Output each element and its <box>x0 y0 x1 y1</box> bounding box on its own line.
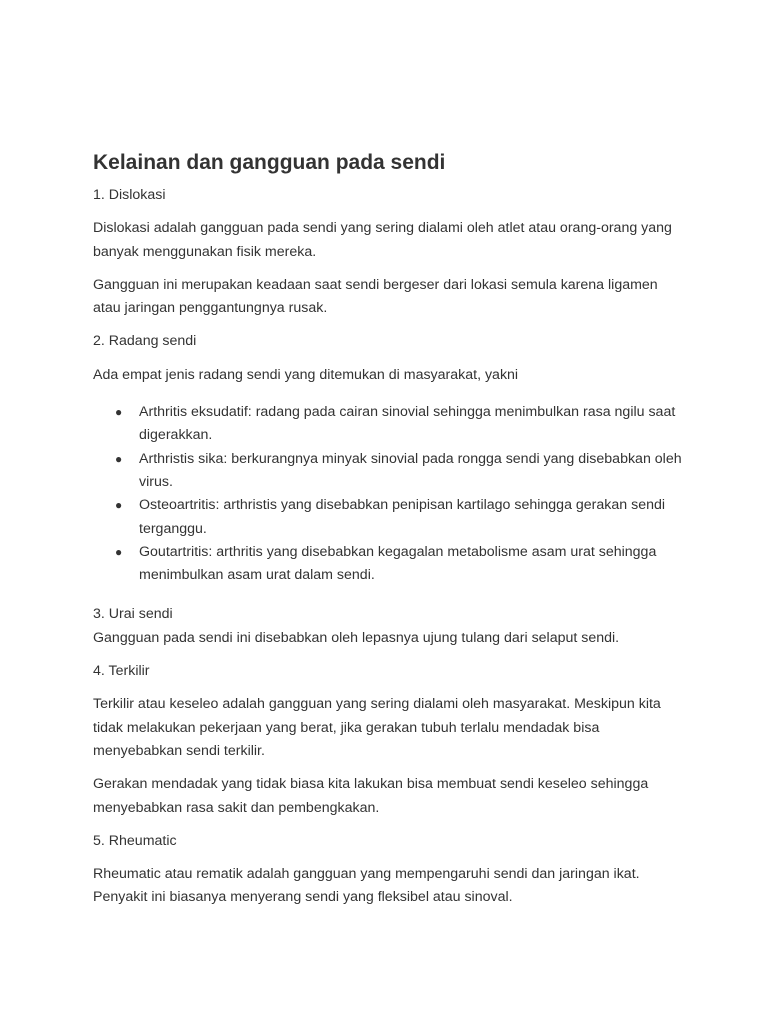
list-item-text: Arthristis sika: berkurangnya minyak sinovial pada rongga sendi yang disebabkan oleh virus. <box>139 450 682 490</box>
paragraph: Gangguan pada sendi ini disebabkan oleh lepasnya ujung tulang dari selaput sendi. <box>93 629 620 646</box>
section-heading-urai-sendi: 3. Urai sendi <box>93 606 173 623</box>
paragraph: Terkilir atau keseleo adalah gangguan yang sering dialami oleh masyarakat. Meskipun kita tidak melakukan pekerjaan yang berat, jika gerakan tubuh terlalu mendadak bisa menyebabkan sendi terkilir. <box>93 696 661 759</box>
bullet-list <box>93 401 683 587</box>
section-heading-terkilir: 4. Terkilir <box>93 663 150 680</box>
paragraph <box>93 274 683 321</box>
list-item <box>115 494 683 541</box>
list-item <box>115 448 683 495</box>
document-page <box>93 150 683 920</box>
list-item-text: Arthritis eksudatif: radang pada cairan sinovial sehingga menimbulkan rasa ngilu saat digerakkan. <box>139 404 676 444</box>
page-title: Kelainan dan gangguan pada sendi <box>93 151 446 174</box>
paragraph: Gerakan mendadak yang tidak biasa kita lakukan bisa membuat sendi keseleo sehingga menyebabkan rasa sakit dan pembengkakan. <box>93 776 649 816</box>
section-heading-radang-sendi: 2. Radang sendi <box>93 333 197 350</box>
list-item <box>115 541 683 588</box>
list-item <box>115 401 683 448</box>
section-heading-dislokasi: 1. Dislokasi <box>93 187 166 203</box>
paragraph-text: Gangguan ini merupakan keadaan saat sendi bergeser dari lokasi semula karena ligamen atau jaringan penggantungnya rusak. <box>93 276 658 317</box>
paragraph: Dislokasi adalah gangguan pada sendi yang sering dialami oleh atlet atau orang-orang yang banyak menggunakan fisik mereka. <box>93 220 672 260</box>
bullet-icon: ● <box>115 405 123 420</box>
list-item-text: Goutartritis: arthritis yang disebabkan kegagalan metabolisme asam urat sehingga menimbulkan asam urat dalam sendi. <box>139 543 657 584</box>
bullet-icon: ● <box>115 498 123 513</box>
section-heading-rheumatic: 5. Rheumatic <box>93 832 177 849</box>
bullet-icon: ● <box>115 451 123 466</box>
paragraph: Rheumatic atau rematik adalah gangguan yang mempengaruhi sendi dan jaringan ikat. Penyakit ini biasanya menyerang sendi yang fleksibel atau sinoval. <box>93 866 640 906</box>
list-item-text: Osteoartritis: arthristis yang disebabkan penipisan kartilago sehingga gerakan sendi terganggu. <box>139 497 666 537</box>
bullet-icon: ● <box>115 544 123 559</box>
paragraph-intro: Ada empat jenis radang sendi yang ditemukan di masyarakat, yakni <box>93 366 519 383</box>
